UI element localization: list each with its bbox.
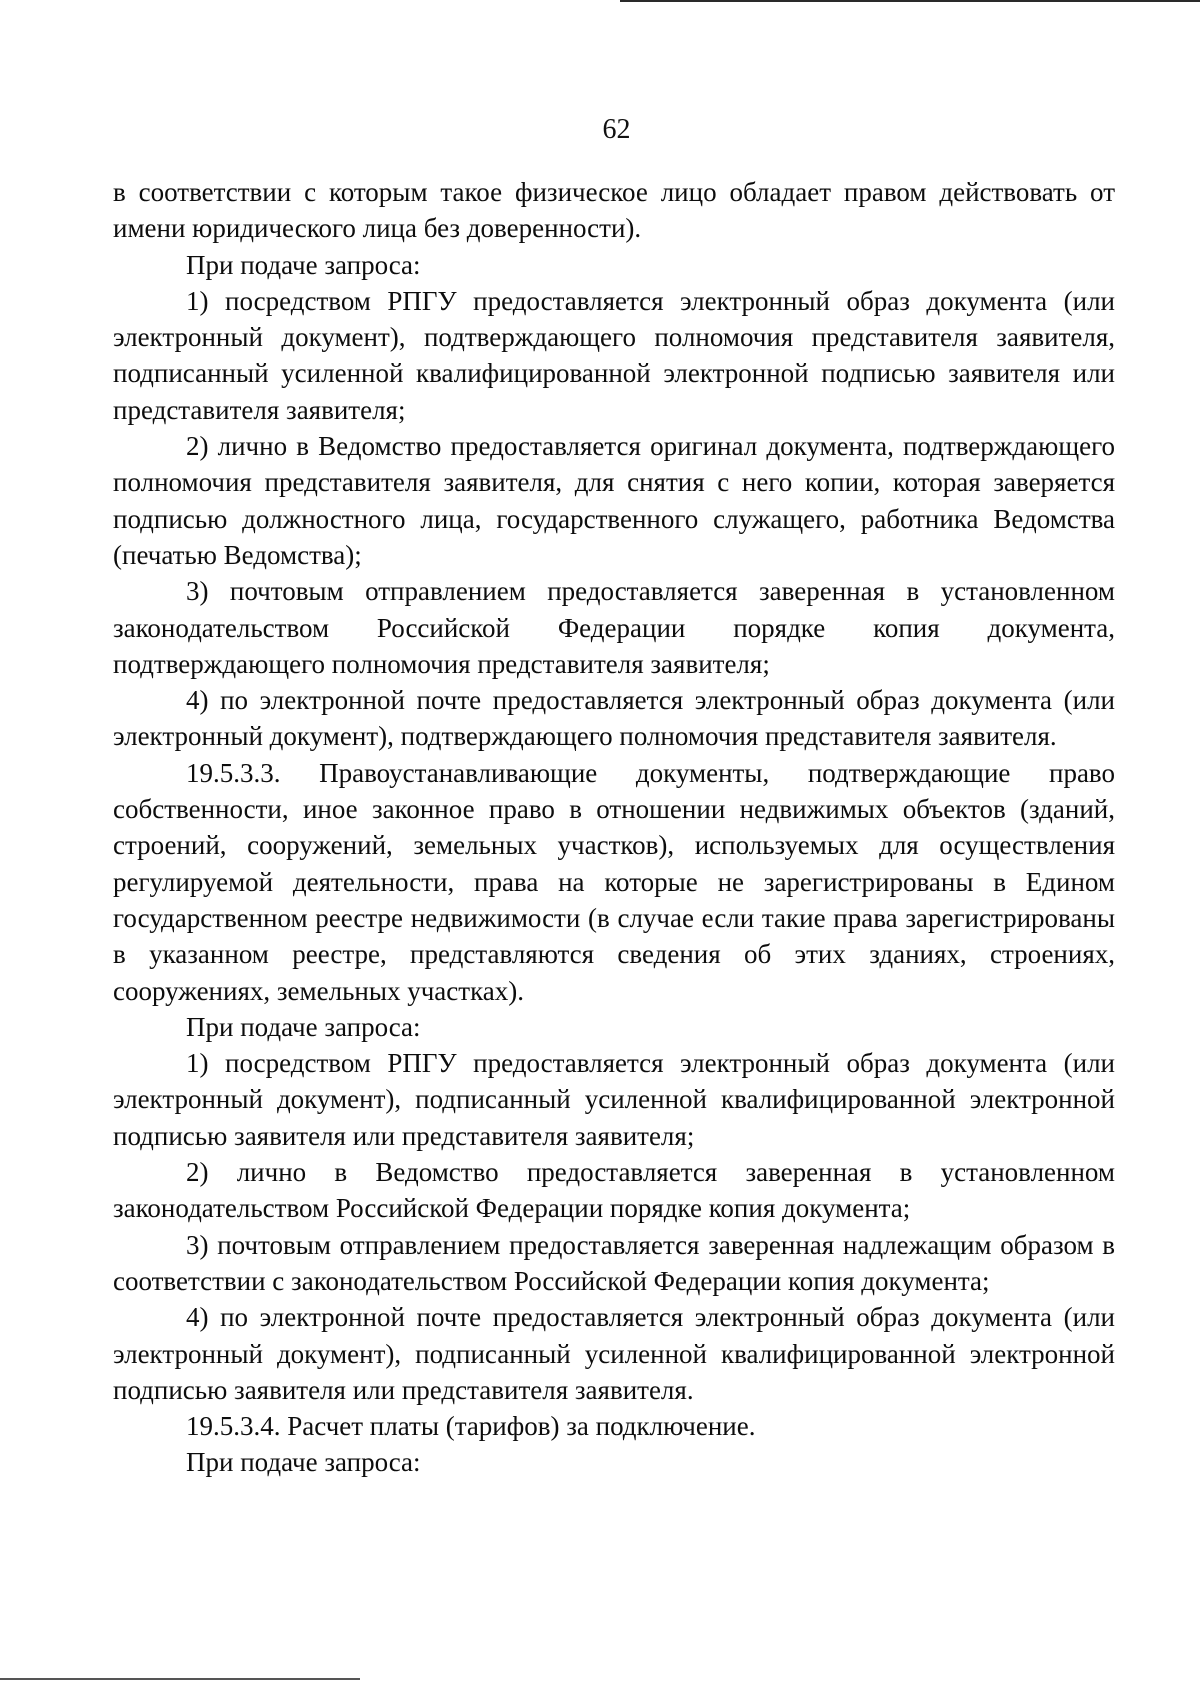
paragraph-request-heading: При подаче запроса: (186, 1011, 421, 1042)
paragraph-item-in-person: 2) лично в Ведомство предоставляется заверенная в установленном законодательством Российской Федерации порядке копия документа; (113, 1157, 1115, 1224)
paragraph-item-rpgu: 1) посредством РПГУ предоставляется электронный образ документа (или электронный документ), подтверждающего полномочия представителя заявителя, подписанный усиленной квалифицированной электронной подписью заявителя или представителя заявителя; (113, 285, 1115, 425)
page-number: 62 (602, 114, 631, 145)
paragraph-request-heading: При подаче запроса: (186, 249, 421, 280)
paragraph-continuation: в соответствии с которым такое физическое лицо обладает правом действовать от имени юридического лица без доверенности). (113, 177, 1115, 244)
paragraph-item-postal: 3) почтовым отправлением предоставляется заверенная надлежащим образом в соответствии с законодательством Российской Федерации копия документа; (113, 1229, 1115, 1296)
paragraph-item-rpgu: 1) посредством РПГУ предоставляется электронный образ документа (или электронный документ), подписанный усиленной квалифицированной электронной подписью заявителя или представителя заявителя; (113, 1048, 1115, 1151)
document-body (113, 174, 1115, 1481)
paragraph-request-heading: При подаче запроса: (186, 1447, 421, 1478)
paragraph-section-19-5-3-4: 19.5.3.4. Расчет платы (тарифов) за подключение. (186, 1411, 756, 1442)
paragraph-section-19-5-3-3: 19.5.3.3. Правоустанавливающие документы, подтверждающие право собственности, иное законное право в отношении недвижимых объектов (зданий, строений, сооружений, земельных участков), используемых для осуществления регулируемой деятельности, права на которые не зарегистрированы в Едином государственном реестре недвижимости (в случае если такие права зарегистрированы в указанном реестре, представляются сведения об этих зданиях, строениях, сооружениях, земельных участках). (113, 757, 1115, 1006)
scan-top-edge-line (620, 0, 1200, 2)
paragraph-item-in-person: 2) лично в Ведомство предоставляется оригинал документа, подтверждающего полномочия представителя заявителя, для снятия с него копии, которая заверяется подписью должностного лица, государственного служащего, работника Ведомства (печатью Ведомства); (113, 431, 1115, 570)
paragraph-item-email: 4) по электронной почте предоставляется электронный образ документа (или электронный документ), подписанный усиленной квалифицированной электронной подписью заявителя или представителя заявителя. (113, 1302, 1115, 1405)
paragraph-item-postal: 3) почтовым отправлением предоставляется заверенная в установленном законодательством Российской Федерации порядке копия документа, подтверждающего полномочия представителя заявителя; (113, 576, 1115, 679)
paragraph-item-email: 4) по электронной почте предоставляется электронный образ документа (или электронный документ), подтверждающего полномочия представителя заявителя. (113, 685, 1115, 752)
scan-bottom-edge-line (0, 1678, 360, 1680)
